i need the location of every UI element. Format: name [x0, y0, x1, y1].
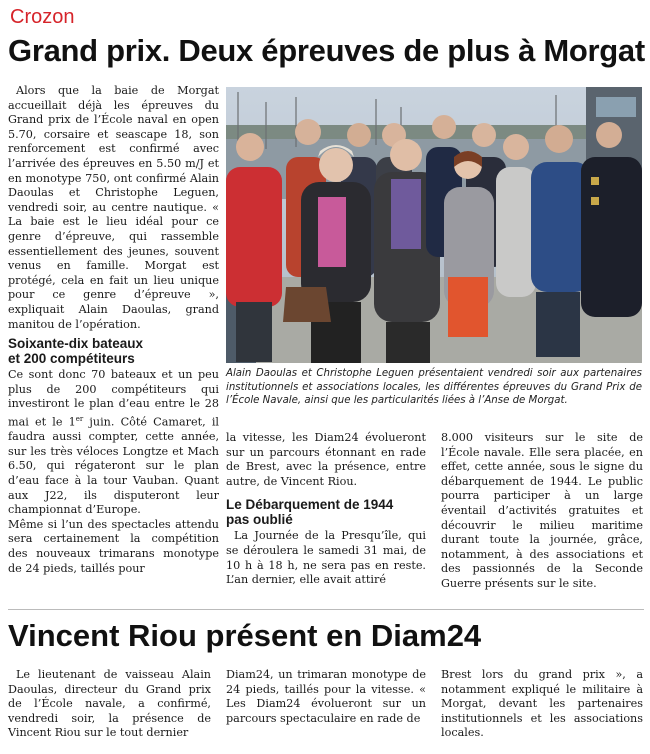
- second-article-headline: Vincent Riou présent en Diam24: [8, 618, 482, 653]
- body-paragraph: 8.000 visiteurs sur le site de l’École navale. Elle sera placée, en effet, cette année, sous le signe du débarquement de 1944. Le public pourra participer à un large éventail d’activités gratuites et découvrir le milieu maritime durant toute la journée, grâce, notamment, à des associations et des passionnés de la Seconde Guerre présents sur le site.: [441, 431, 643, 590]
- subheading-line: Le Débarquement de 1944: [226, 497, 394, 513]
- group-photo-illustration: [226, 87, 642, 363]
- second-article-column-2: [226, 668, 426, 726]
- subheading-line: Soixante-dix bateaux: [8, 336, 144, 352]
- divider: [8, 609, 644, 610]
- section-kicker: Crozon: [10, 6, 75, 28]
- body-paragraph: Même si l’un des spectacles attendu sera certainement la compétition des nouveaux trimarans monotype de 24 pieds, taillés pour: [8, 517, 219, 575]
- body-paragraph: Brest lors du grand prix », a notamment expliqué le militaire à Morgat, devant les partenaires institutionnels et les associations locales.: [441, 668, 643, 740]
- subheading: [8, 336, 219, 366]
- body-paragraph: Alors que la baie de Morgat accueillait déjà les épreuves du Grand prix de l’École naval en open 5.70, corsaire et seascape 18, son renforcement est confirmé avec l’arrivée des épreuves en 5.50 m/J et en monotype 750, ont confirmé Alain Daoulas et Christophe Leguen, vendredi soir, au centre nautique. « La baie est le lieu idéal pour ce genre d’épreuve, qui rassemble essentiellement des jeunes, souvent venus en famille. Morgat est protégé, cela en fait un lieu unique pour ce genre d’épreuve », expliquait Alain Daoulas, grand manitou de l’opération.: [8, 84, 219, 331]
- second-article-column-1: [8, 668, 211, 741]
- article-column-3: [441, 431, 643, 592]
- article-headline: Grand prix. Deux épreuves de plus à Morgat: [8, 33, 645, 68]
- body-paragraph: [8, 368, 219, 518]
- body-paragraph: la vitesse, les Diam24 évolueront sur un parcours étonnant en rade de Brest, avec la présence, entre autre, de Vincent Riou.: [226, 431, 426, 488]
- article-column-2: [226, 431, 426, 588]
- body-paragraph: La Journée de la Presqu’île, qui se déroulera le samedi 31 mai, de 10 h à 18 h, ne sera pas en reste. L’an dernier, elle avait attiré: [226, 529, 426, 587]
- article-column-1: [8, 84, 219, 576]
- superscript: er: [75, 414, 84, 423]
- body-text-span: Ce sont donc 70 bateaux et un peu plus de 200 compétiteurs qui investiront le plan d’eau entre le 28 mai et le 1: [8, 368, 219, 429]
- body-text-span: juin. Côté Camaret, il faudra aussi compter, cette année, sur les très véloces Longtze et Mach 6.50, qui régateront sur le plan d’eau face à la tour Vauban. Quant aux J22, ils disputeront leur championnat d’Europe.: [8, 415, 219, 517]
- body-paragraph: Diam24, un trimaran monotype de 24 pieds, taillés pour la vitesse. « Les Diam24 évolueront sur un parcours spectaculaire en rade de: [226, 668, 426, 725]
- photo-caption: Alain Daoulas et Christophe Leguen présentaient vendredi soir aux partenaires institutionnels et associations locales, les différentes épreuves du Grand Prix de l’École Navale, ainsi que les particularités liées à l’Anse de Morgat.: [226, 368, 642, 407]
- subheading-line: et 200 compétiteurs: [8, 351, 135, 367]
- subheading: [226, 497, 426, 527]
- news-photo: [226, 87, 642, 363]
- subheading-line: pas oublié: [226, 512, 293, 528]
- second-article-column-3: [441, 668, 643, 741]
- body-paragraph: Le lieutenant de vaisseau Alain Daoulas, directeur du Grand prix de l’École navale, a confirmé, vendredi soir, la présence de Vincent Riou sur le tout dernier: [8, 668, 211, 740]
